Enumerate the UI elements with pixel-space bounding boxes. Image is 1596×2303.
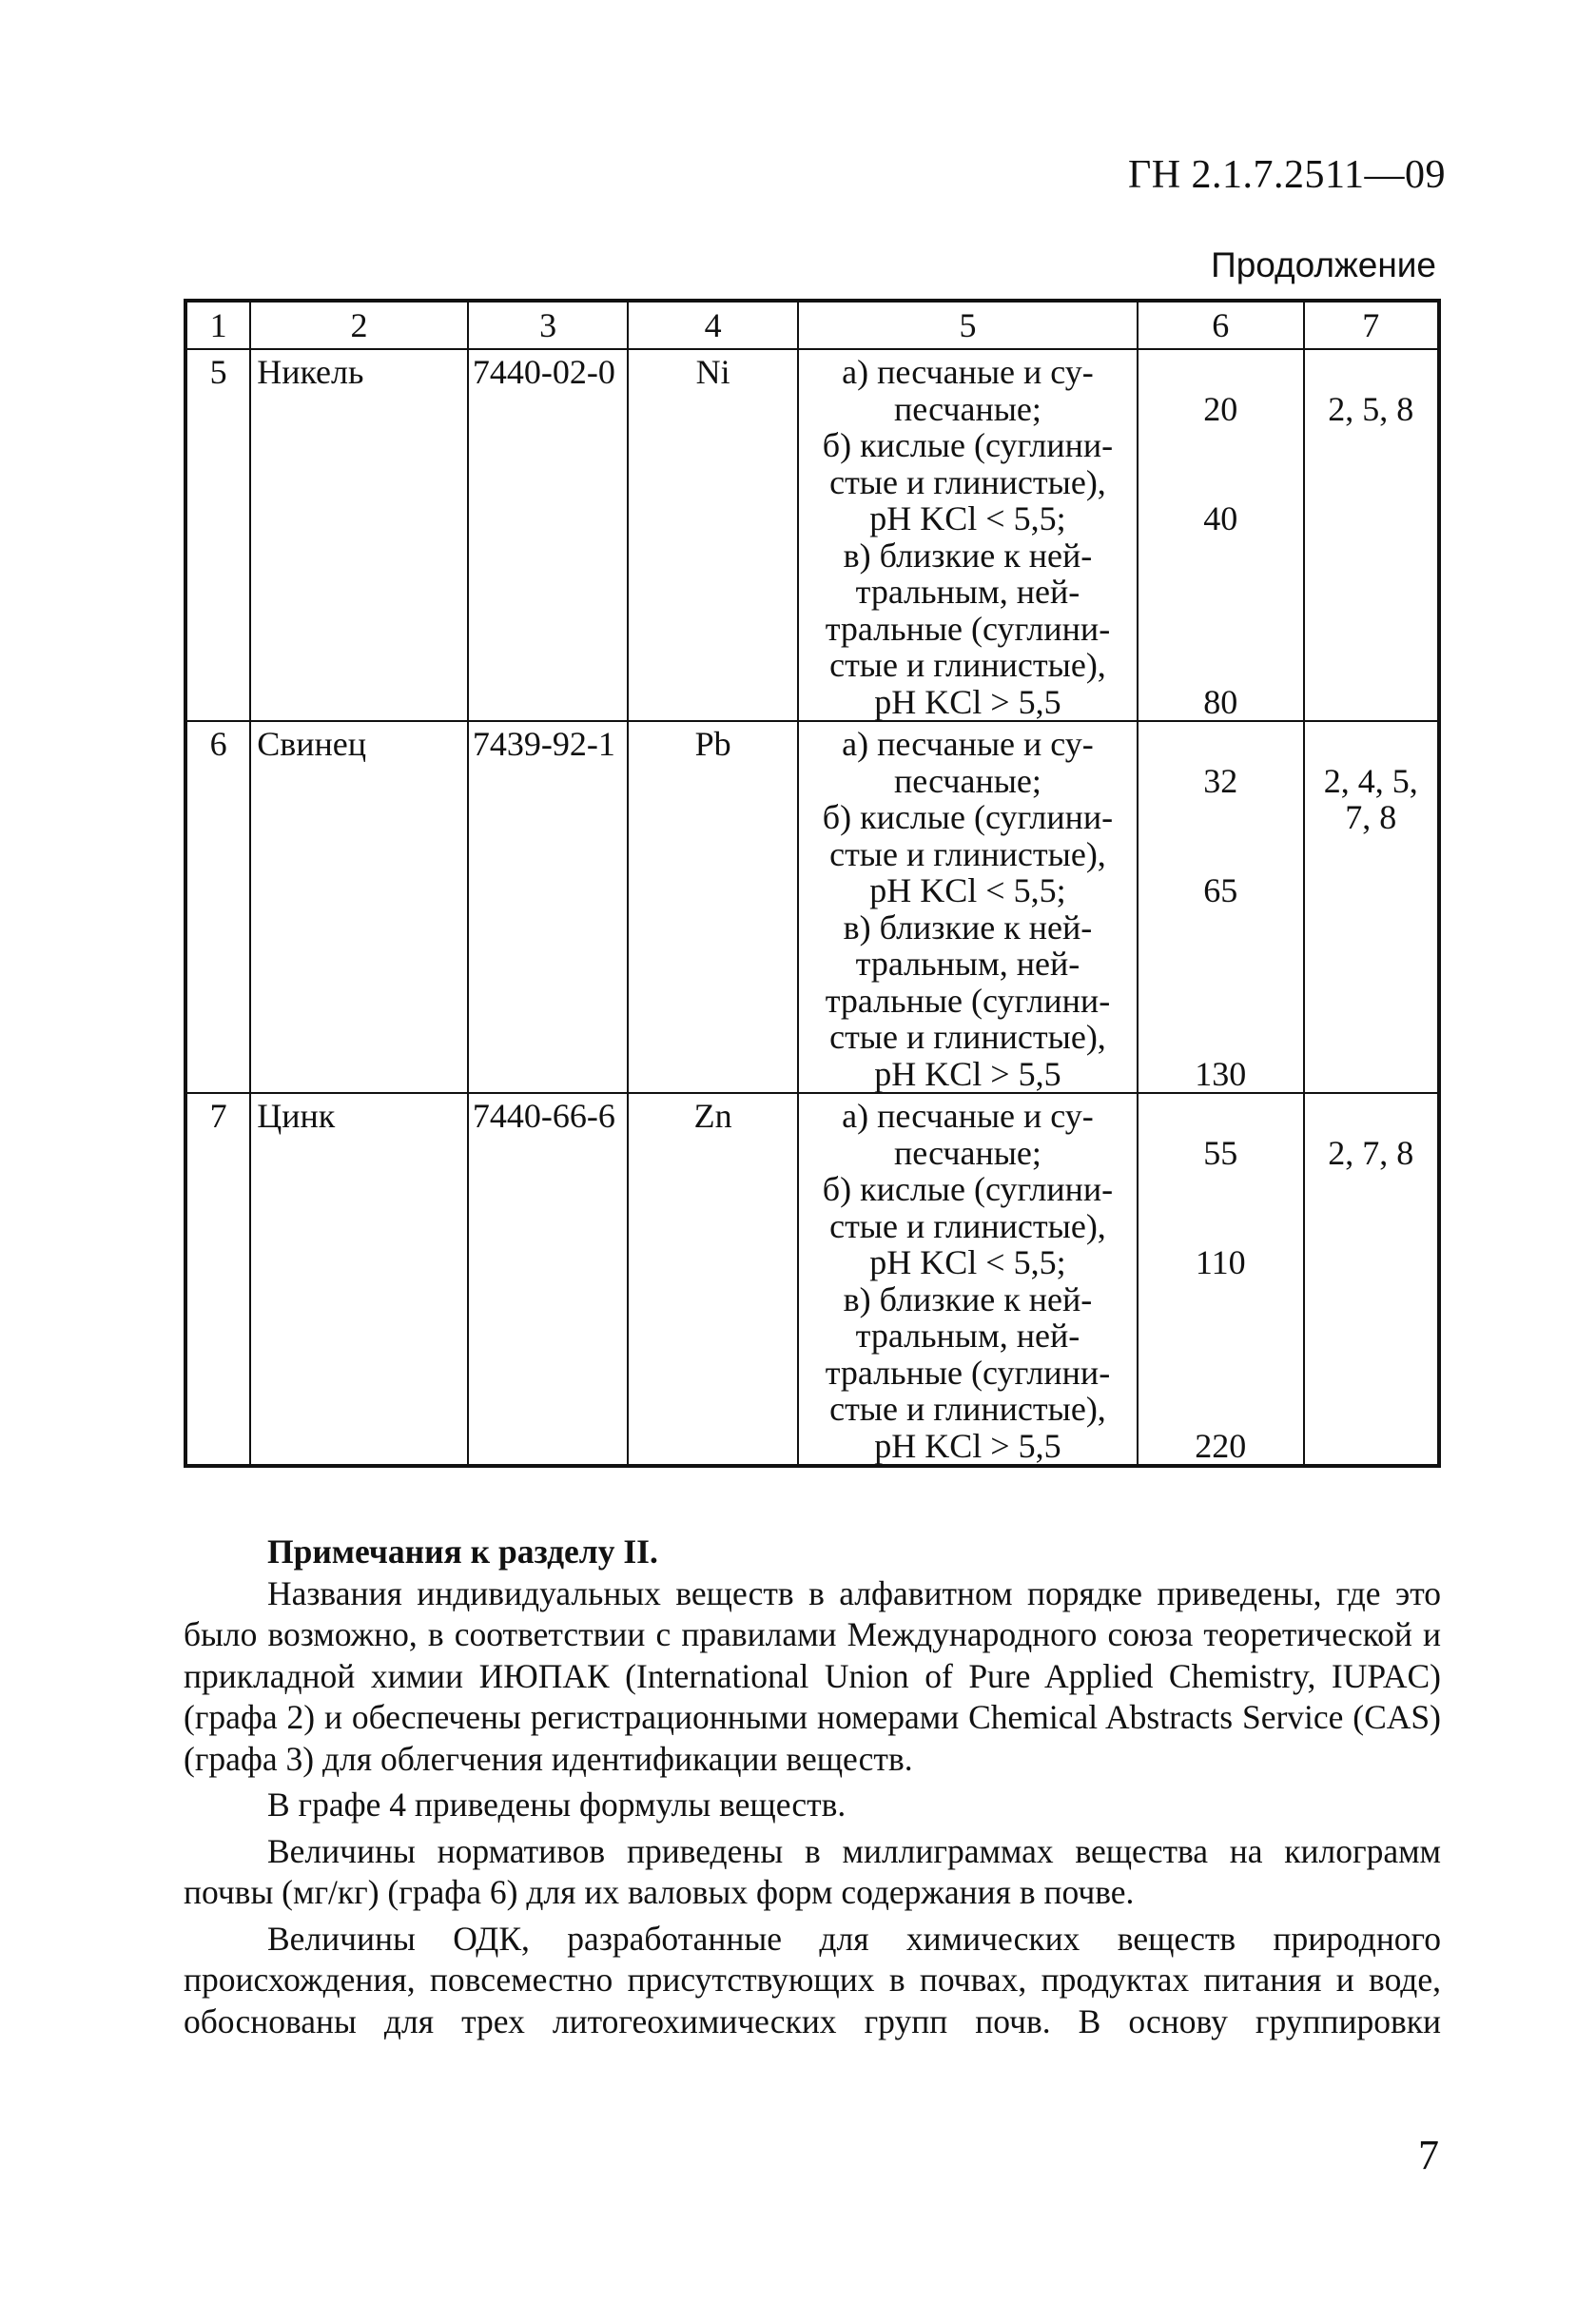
- soil-type-line: а) песчаные и су-: [842, 353, 1094, 391]
- column-header: 6: [1138, 301, 1304, 349]
- soil-type-cell: [798, 721, 1138, 1093]
- soil-type-line: pH KCl > 5,5: [874, 1426, 1061, 1465]
- blank-line: [1139, 1171, 1303, 1208]
- soil-type-line: б) кислые (суглини-: [822, 798, 1114, 836]
- column-header: 2: [250, 301, 468, 349]
- column-header: 4: [628, 301, 798, 349]
- table-row: [185, 1093, 1439, 1466]
- soil-type-line: песчаные;: [894, 1133, 1041, 1172]
- soil-type-line: стые и глинистые),: [829, 462, 1106, 501]
- soil-type-line: pH KCl < 5,5;: [869, 871, 1066, 909]
- substance-name-cell: Никель: [250, 349, 468, 721]
- soil-type-line: pH KCl > 5,5: [874, 1054, 1061, 1093]
- hazard-notes-line: 2, 7, 8: [1328, 1133, 1414, 1172]
- standard-value-cell: [1138, 721, 1304, 1093]
- column-header: 7: [1304, 301, 1439, 349]
- hazard-notes-cell: [1304, 349, 1439, 721]
- soil-type-line: б) кислые (суглини-: [822, 426, 1114, 464]
- blank-line: [1139, 983, 1303, 1020]
- table-row: [185, 349, 1439, 721]
- page-number: 7: [1418, 2132, 1439, 2178]
- soil-type-line: тральные (суглини-: [825, 609, 1111, 648]
- blank-line: [1139, 726, 1303, 763]
- notes-paragraph: Величины ОДК, разработанные для химических веществ природного происхождения, повсеместно присутствующих в почвах, продуктах питания и воде, обоснованы для трех литогеохимических групп почв. В основу группировки: [184, 1919, 1441, 2040]
- hazard-notes-cell: [1304, 721, 1439, 1093]
- standard-value: 55: [1203, 1133, 1238, 1172]
- soil-type-line: pH KCl < 5,5;: [869, 1243, 1066, 1281]
- cas-number-cell: 7440-02-0: [468, 349, 629, 721]
- soil-type-line: pH KCl > 5,5: [874, 682, 1061, 721]
- soil-type-line: стые и глинистые),: [829, 1390, 1106, 1428]
- standard-value: 65: [1203, 871, 1238, 909]
- standard-value: 220: [1195, 1426, 1247, 1465]
- row-number-cell: 7: [185, 1093, 250, 1466]
- blank-line: [1139, 1208, 1303, 1245]
- notes-paragraph: Величины нормативов приведены в миллиграммах вещества на килограмм почвы (мг/кг) (графа 6) для их валовых форм содержания в почве.: [184, 1831, 1441, 1911]
- formula-cell: Ni: [628, 349, 798, 721]
- cas-number-cell: 7440-66-6: [468, 1093, 629, 1466]
- soil-type-line: тральные (суглини-: [825, 1353, 1111, 1392]
- soil-type-line: стые и глинистые),: [829, 834, 1106, 873]
- document-code: ГН 2.1.7.2511—09: [1127, 153, 1446, 197]
- blank-line: [1309, 1098, 1433, 1135]
- notes-paragraph: В графе 4 приведены формулы веществ.: [267, 1786, 847, 1824]
- standard-value-cell: [1138, 1093, 1304, 1466]
- blank-line: [1139, 427, 1303, 464]
- hazard-notes-line: 7, 8: [1345, 798, 1397, 836]
- formula-cell: Zn: [628, 1093, 798, 1466]
- soil-type-line: в) близкие к ней-: [843, 536, 1093, 575]
- notes-section: [184, 1532, 1441, 2047]
- blank-line: [1309, 354, 1433, 391]
- soil-type-line: тральные (суглини-: [825, 981, 1111, 1020]
- blank-line: [1139, 1391, 1303, 1428]
- hazard-notes-line: 2, 5, 8: [1328, 389, 1414, 428]
- column-header: 3: [468, 301, 629, 349]
- blank-line: [1139, 836, 1303, 873]
- blank-line: [1139, 1355, 1303, 1392]
- row-number-cell: 5: [185, 349, 250, 721]
- soil-type-line: тральным, ней-: [855, 1317, 1080, 1355]
- blank-line: [1139, 1281, 1303, 1318]
- soil-type-line: а) песчаные и су-: [842, 1097, 1094, 1135]
- blank-line: [1139, 464, 1303, 501]
- blank-line: [1139, 1019, 1303, 1056]
- soil-type-line: песчаные;: [894, 761, 1041, 800]
- soil-type-line: песчаные;: [894, 389, 1041, 428]
- soil-type-cell: [798, 1093, 1138, 1466]
- hazard-notes-cell: [1304, 1093, 1439, 1466]
- formula-cell: Pb: [628, 721, 798, 1093]
- table-row: [185, 721, 1439, 1093]
- column-header: 1: [185, 301, 250, 349]
- substance-name-cell: Свинец: [250, 721, 468, 1093]
- blank-line: [1139, 537, 1303, 575]
- standard-value-cell: [1138, 349, 1304, 721]
- row-number-cell: 6: [185, 721, 250, 1093]
- column-header: 5: [798, 301, 1138, 349]
- blank-line: [1139, 799, 1303, 836]
- standard-value: 20: [1203, 389, 1238, 428]
- soil-type-line: а) песчаные и су-: [842, 725, 1094, 763]
- blank-line: [1139, 946, 1303, 983]
- soil-type-line: б) кислые (суглини-: [822, 1170, 1114, 1208]
- blank-line: [1139, 574, 1303, 611]
- blank-line: [1139, 611, 1303, 648]
- standard-value: 130: [1195, 1054, 1247, 1093]
- cas-number-cell: 7439-92-1: [468, 721, 629, 1093]
- soil-type-line: стые и глинистые),: [829, 1206, 1106, 1245]
- standard-value: 80: [1203, 682, 1238, 721]
- hazard-notes-line: 2, 4, 5,: [1323, 761, 1418, 800]
- soil-type-line: стые и глинистые),: [829, 646, 1106, 684]
- soil-type-line: тральным, ней-: [855, 573, 1080, 611]
- blank-line: [1309, 726, 1433, 763]
- standard-value: 32: [1203, 761, 1238, 800]
- soil-type-line: стые и глинистые),: [829, 1018, 1106, 1056]
- soil-type-line: в) близкие к ней-: [843, 908, 1093, 947]
- blank-line: [1139, 909, 1303, 947]
- blank-line: [1139, 354, 1303, 391]
- notes-paragraph: Названия индивидуальных веществ в алфавитном порядке приведены, где это было возможно, в соответствии с правилами Международного союза теоретической и прикладной химии ИЮПАК (International Union of Pure Applied Chemistry, IUPAC) (графа 2) и обеспечены регистрационными номерами Chemical Abstracts Service (CAS) (графа 3) для облегчения идентификации веществ.: [184, 1573, 1441, 1778]
- soil-type-line: pH KCl < 5,5;: [869, 499, 1066, 537]
- table-header-row: [185, 301, 1439, 349]
- blank-line: [1139, 647, 1303, 684]
- substance-name-cell: Цинк: [250, 1093, 468, 1466]
- standards-table: [184, 299, 1441, 1468]
- soil-type-line: тральным, ней-: [855, 945, 1080, 983]
- standard-value: 110: [1195, 1243, 1246, 1281]
- standard-value: 40: [1203, 499, 1238, 537]
- blank-line: [1139, 1098, 1303, 1135]
- soil-type-cell: [798, 349, 1138, 721]
- notes-heading: Примечания к разделу II.: [267, 1532, 658, 1571]
- soil-type-line: в) близкие к ней-: [843, 1279, 1093, 1318]
- blank-line: [1139, 1317, 1303, 1355]
- continuation-label: Продолжение: [1211, 245, 1436, 284]
